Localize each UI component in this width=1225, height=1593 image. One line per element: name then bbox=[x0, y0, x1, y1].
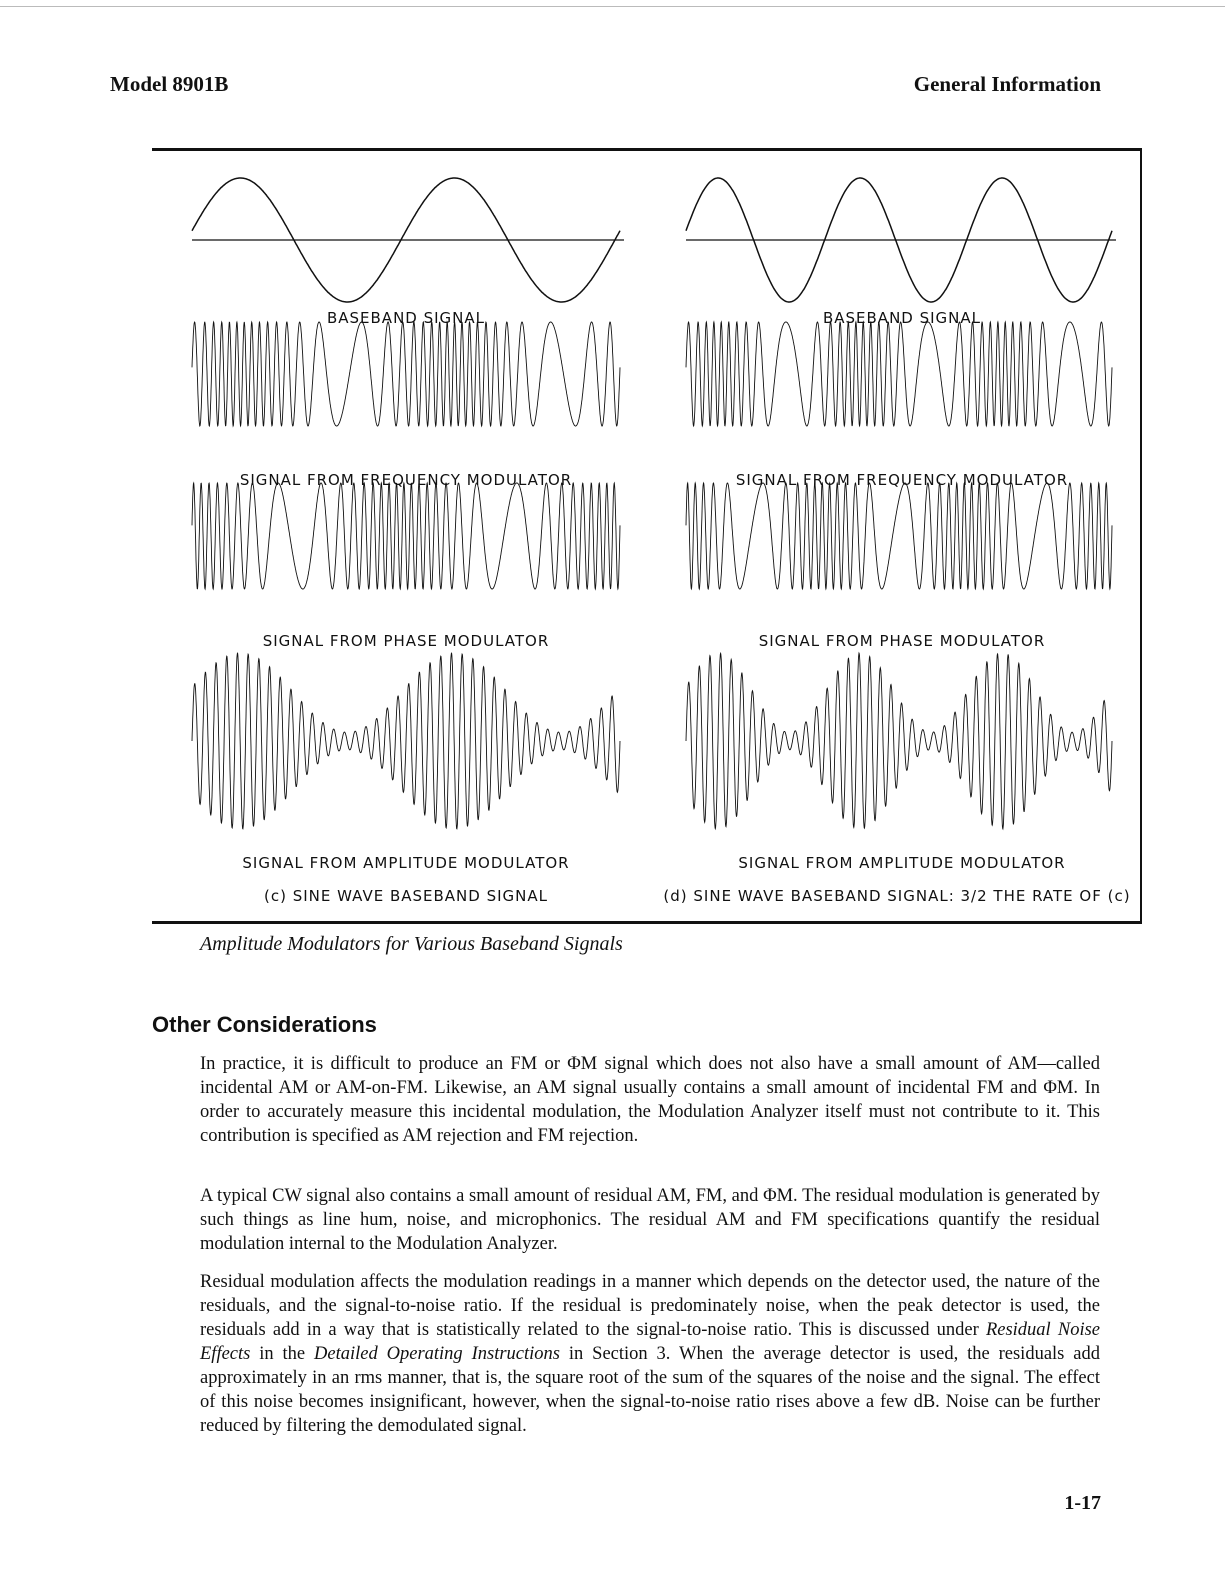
right-fm-label: SIGNAL FROM FREQUENCY MODULATOR bbox=[735, 471, 1069, 489]
right-pm-wave bbox=[686, 483, 1112, 589]
left-fm-wave bbox=[192, 322, 620, 426]
header-model: Model 8901B bbox=[110, 72, 229, 96]
waveform-drawing bbox=[152, 151, 1142, 927]
paragraph-3-emphasis-2: Detailed Operating Instructions bbox=[314, 1344, 560, 1364]
right-baseband-label: BASEBAND SIGNAL bbox=[822, 309, 982, 327]
left-baseband-label: BASEBAND SIGNAL bbox=[326, 309, 486, 327]
paragraph-3-emphasis-1: Residual Noise Effects bbox=[200, 1320, 1100, 1364]
left-panel-caption: (c) SINE WAVE BASEBAND SIGNAL bbox=[264, 887, 548, 905]
page-number: 1-17 bbox=[1064, 1492, 1101, 1514]
paragraph-3-text-b: in the bbox=[250, 1344, 315, 1364]
left-am-wave bbox=[192, 653, 620, 829]
right-panel-caption: (d) SINE WAVE BASEBAND SIGNAL: 3/2 THE RATE OF (c) bbox=[663, 887, 1131, 905]
left-pm-label: SIGNAL FROM PHASE MODULATOR bbox=[262, 632, 550, 650]
right-am-wave bbox=[686, 653, 1112, 829]
right-am-label: SIGNAL FROM AMPLITUDE MODULATOR bbox=[738, 854, 1066, 872]
left-pm-wave bbox=[192, 483, 620, 589]
left-fm-label: SIGNAL FROM FREQUENCY MODULATOR bbox=[239, 471, 573, 489]
section-title: Other Considerations bbox=[152, 1012, 377, 1037]
paragraph-3 bbox=[200, 1270, 1100, 1438]
page-top-rule bbox=[0, 6, 1225, 7]
right-fm-wave bbox=[686, 322, 1112, 426]
paragraph-2: A typical CW signal also contains a small amount of residual AM, FM, and ΦM. The residual modulation is generated by such things as line hum, noise, and microphonics. The residual AM and FM specifications quantify the residual modulation internal to the Modulation Analyzer. bbox=[200, 1186, 1100, 1254]
paragraph-3-text-a: Residual modulation affects the modulation readings in a manner which depends on the detector used, the nature of the residuals, and the signal-to-noise ratio. If the residual is predominately noise, when the peak detector is used, the residuals add in a way that is statistically related to the signal-to-noise ratio. This is discussed under bbox=[200, 1272, 1100, 1340]
left-am-label: SIGNAL FROM AMPLITUDE MODULATOR bbox=[242, 854, 570, 872]
paragraph-3-text-c: in Section 3. When the average detector is used, the residuals add approximately in an rms manner, that is, the square root of the sum of the squares of the noise and the signal. The effect of this noise becomes insignificant, however, when the signal-to-noise ratio rises above a few dB. Noise can be further reduced by filtering the demodulated signal. bbox=[200, 1344, 1100, 1436]
header-section: General Information bbox=[913, 72, 1101, 96]
modulation-figure bbox=[152, 148, 1142, 924]
right-pm-label: SIGNAL FROM PHASE MODULATOR bbox=[758, 632, 1046, 650]
figure-caption: Amplitude Modulators for Various Baseband Signals bbox=[200, 933, 623, 955]
paragraph-1: In practice, it is difficult to produce an FM or ΦM signal which does not also have a small amount of AM—called incidental AM or AM-on-FM. Likewise, an AM signal usually contains a small amount of incidental FM and ΦM. In order to accurately measure this incidental modulation, the Modulation Analyzer itself must not contribute to it. This contribution is specified as AM rejection and FM rejection. bbox=[200, 1054, 1100, 1146]
